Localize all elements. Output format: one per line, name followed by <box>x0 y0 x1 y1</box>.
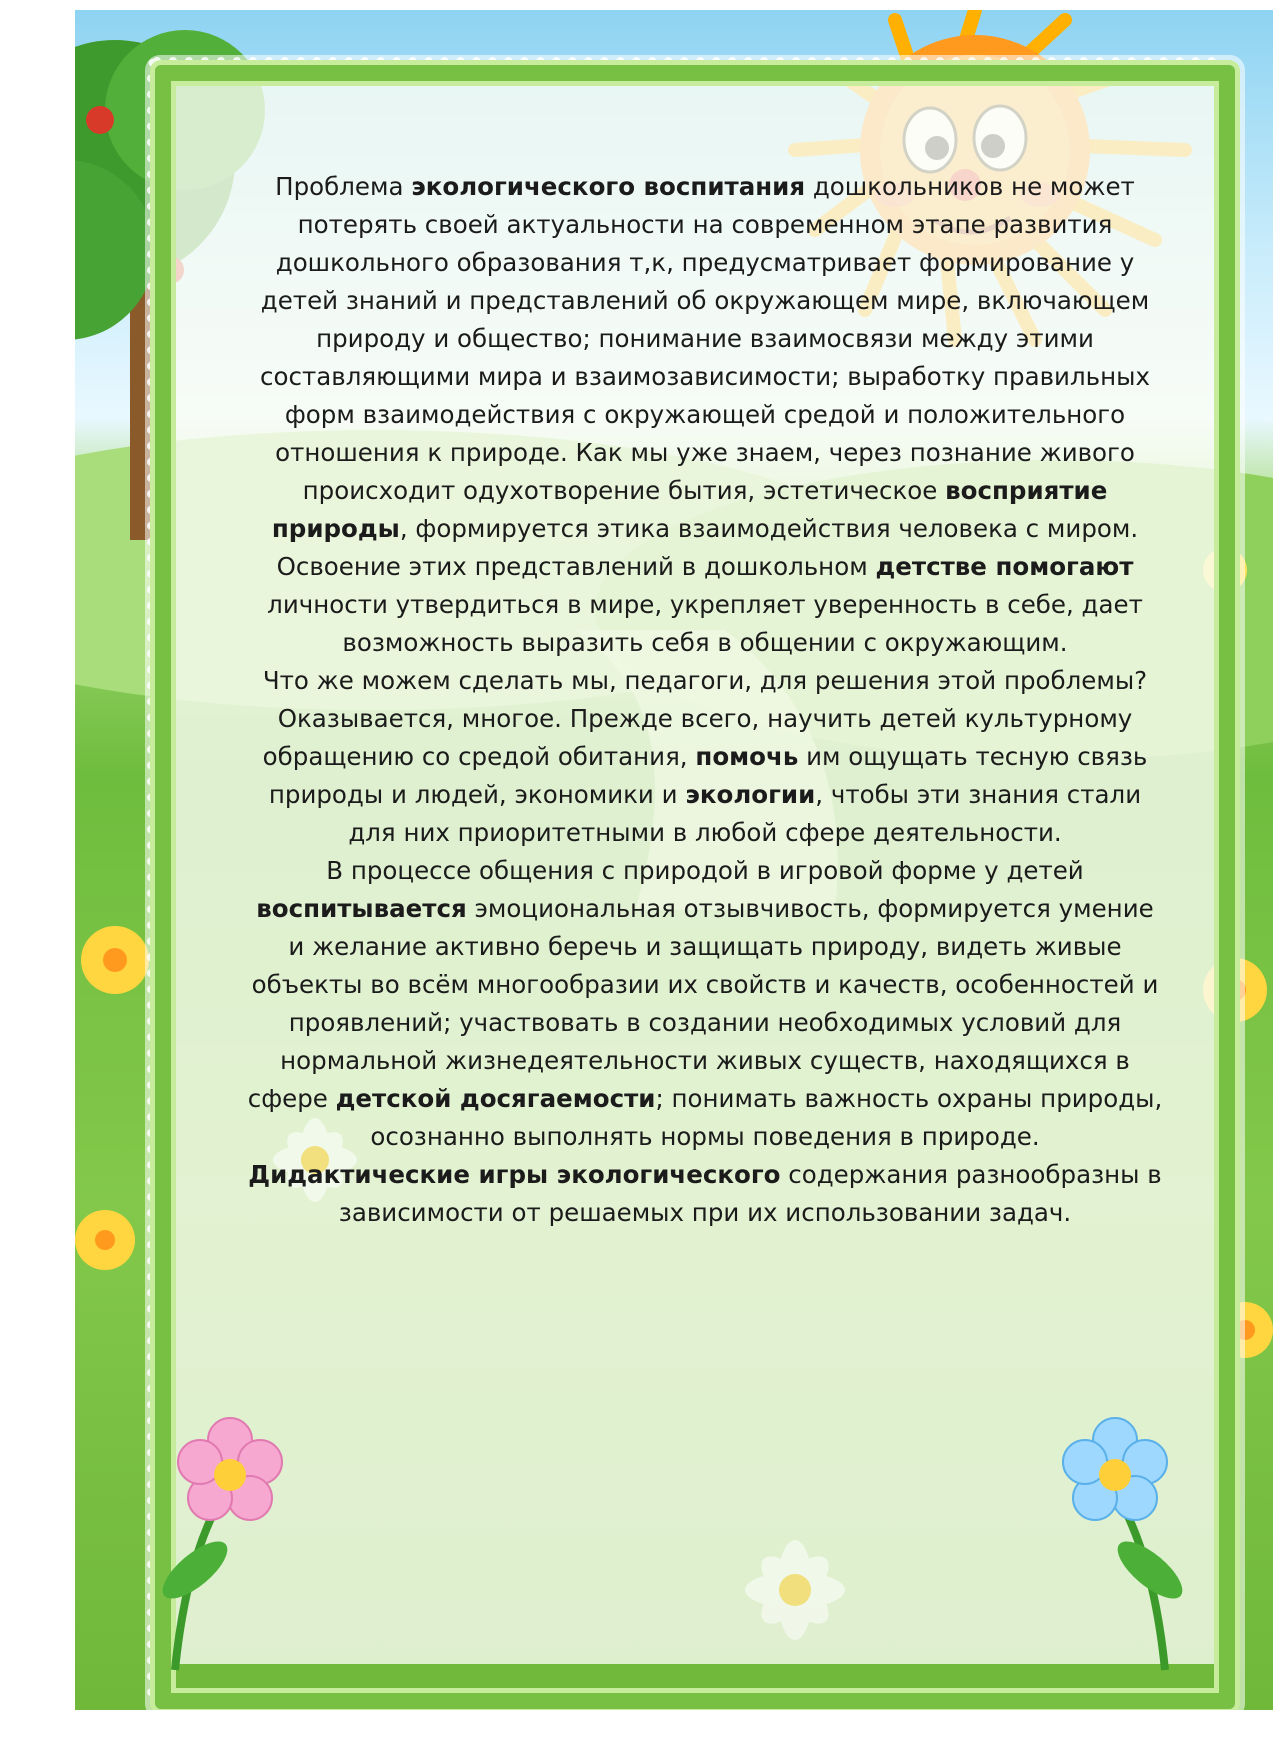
text-run: личности утвердиться в мире, укрепляет уверенность в себе, дает возможность выразить себя в общении с окружающим. <box>267 590 1143 657</box>
text-run: Проблема <box>275 172 412 201</box>
text-run: содержания разнообразны в зависимости от решаемых при их использовании задач. <box>338 1160 1162 1227</box>
text-run: , формируется этика взаимодействия человека с миром. Освоение этих представлений в дошкольном <box>276 514 1139 581</box>
text-run: дошкольников не может потерять своей актуальности на современном этапе развития дошкольного образования т,к, предусматривает формирование у детей знаний и представлений об окружающем мире, включающем природу и общество; понимание взаимосвязи между этими составляющими мира и взаимозависимости; выработку правильных форм взаимодействия с окружающей средой и положительного отношения к природе. Как мы уже знаем, через познание живого происходит одухотворение бытия, эстетическое <box>260 172 1150 505</box>
text-run: ; понимать важность охраны природы, осознанно выполнять нормы поведения в природе. <box>370 1084 1163 1151</box>
blue-flower-icon <box>1063 1418 1191 1670</box>
article-text <box>245 168 1165 1232</box>
bold-term: восприятие природы <box>271 476 1108 543</box>
bold-term: детстве помогают <box>875 552 1134 581</box>
bold-term: Дидактические игры экологического <box>248 1160 781 1189</box>
bold-term: экологии <box>685 780 816 809</box>
paragraph-2 <box>245 662 1165 852</box>
paragraph-4 <box>245 1156 1165 1232</box>
bold-term: воспитывается <box>256 894 467 923</box>
paragraph-1 <box>245 168 1165 662</box>
bold-term: экологического воспитания <box>411 172 806 201</box>
text-run: Что же можем сделать мы, педагоги, для решения этой проблемы? Оказывается, многое. Прежде всего, научить детей культурному обращению со средой обитания, <box>262 666 1148 771</box>
text-run: В процессе общения с природой в игровой форме у детей <box>326 856 1084 885</box>
paragraph-3 <box>245 852 1165 1156</box>
bold-term: помочь <box>695 742 799 771</box>
text-run: им ощущать тесную связь природы и людей, экономики и <box>268 742 1148 809</box>
pink-flower-icon <box>154 1418 282 1670</box>
bold-term: детской досягаемости <box>335 1084 656 1113</box>
daisy-flower-icon <box>745 1540 845 1640</box>
text-run: , чтобы эти знания стали для них приоритетными в любой сфере деятельности. <box>348 780 1142 847</box>
text-run: эмоциональная отзывчивость, формируется умение и желание активно беречь и защищать природу, видеть живые объекты во всём многообразии их свойств и качеств, особенностей и проявлений; участвовать в создании необходимых условий для нормальной жизнедеятельности живых существ, находящихся в сфере <box>247 894 1159 1113</box>
